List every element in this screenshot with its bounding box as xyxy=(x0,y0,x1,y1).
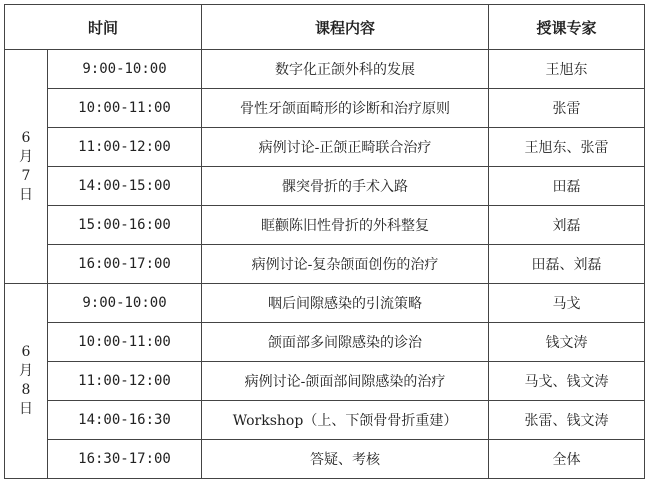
header-row xyxy=(5,5,645,50)
table-row xyxy=(5,206,645,245)
session-time: 10:00-11:00 xyxy=(48,89,202,128)
session-content: 答疑、考核 xyxy=(202,440,489,479)
table-row xyxy=(5,245,645,284)
session-expert: 张雷、钱文涛 xyxy=(489,401,645,440)
date-char: 月 xyxy=(19,363,33,379)
table-row xyxy=(5,401,645,440)
session-time: 16:30-17:00 xyxy=(48,440,202,479)
header-content: 课程内容 xyxy=(202,5,489,50)
date-cell xyxy=(5,284,48,479)
session-content: 髁突骨折的手术入路 xyxy=(202,167,489,206)
date-cell xyxy=(5,50,48,284)
session-expert: 田磊 xyxy=(489,167,645,206)
session-content: 病例讨论-颌面部间隙感染的治疗 xyxy=(202,362,489,401)
session-expert: 刘磊 xyxy=(489,206,645,245)
session-time: 9:00-10:00 xyxy=(48,50,202,89)
session-time: 14:00-15:00 xyxy=(48,167,202,206)
session-time: 11:00-12:00 xyxy=(48,362,202,401)
session-expert: 田磊、刘磊 xyxy=(489,245,645,284)
date-char: 6 xyxy=(21,129,31,146)
session-expert: 钱文涛 xyxy=(489,323,645,362)
date-char: 日 xyxy=(19,401,33,417)
date-char: 8 xyxy=(21,382,31,398)
session-content: 病例讨论-正颌正畸联合治疗 xyxy=(202,128,489,167)
table-row xyxy=(5,440,645,479)
date-char: 日 xyxy=(19,186,33,203)
session-time: 14:00-16:30 xyxy=(48,401,202,440)
session-expert: 王旭东、张雷 xyxy=(489,128,645,167)
session-time: 11:00-12:00 xyxy=(48,128,202,167)
date-char: 6 xyxy=(21,344,31,360)
session-expert: 全体 xyxy=(489,440,645,479)
session-time: 16:00-17:00 xyxy=(48,245,202,284)
session-content: 咽后间隙感染的引流策略 xyxy=(202,284,489,323)
session-content: 病例讨论-复杂颌面创伤的治疗 xyxy=(202,245,489,284)
session-expert: 马戈、钱文涛 xyxy=(489,362,645,401)
table-row xyxy=(5,362,645,401)
session-time: 9:00-10:00 xyxy=(48,284,202,323)
session-content: Workshop（上、下颌骨骨折重建） xyxy=(202,401,489,440)
session-expert: 王旭东 xyxy=(489,50,645,89)
date-char: 7 xyxy=(21,167,31,184)
session-content: 眶颧陈旧性骨折的外科整复 xyxy=(202,206,489,245)
session-expert: 张雷 xyxy=(489,89,645,128)
session-time: 10:00-11:00 xyxy=(48,323,202,362)
table-row xyxy=(5,323,645,362)
table-row xyxy=(5,284,645,323)
session-content: 骨性牙颌面畸形的诊断和治疗原则 xyxy=(202,89,489,128)
header-expert: 授课专家 xyxy=(489,5,645,50)
course-schedule-table xyxy=(4,4,645,479)
header-time: 时间 xyxy=(5,5,202,50)
table-row xyxy=(5,89,645,128)
table-row xyxy=(5,167,645,206)
table-row xyxy=(5,128,645,167)
table-row xyxy=(5,50,645,89)
session-time: 15:00-16:00 xyxy=(48,206,202,245)
session-expert: 马戈 xyxy=(489,284,645,323)
date-char: 月 xyxy=(19,148,33,165)
session-content: 颌面部多间隙感染的诊治 xyxy=(202,323,489,362)
session-content: 数字化正颌外科的发展 xyxy=(202,50,489,89)
